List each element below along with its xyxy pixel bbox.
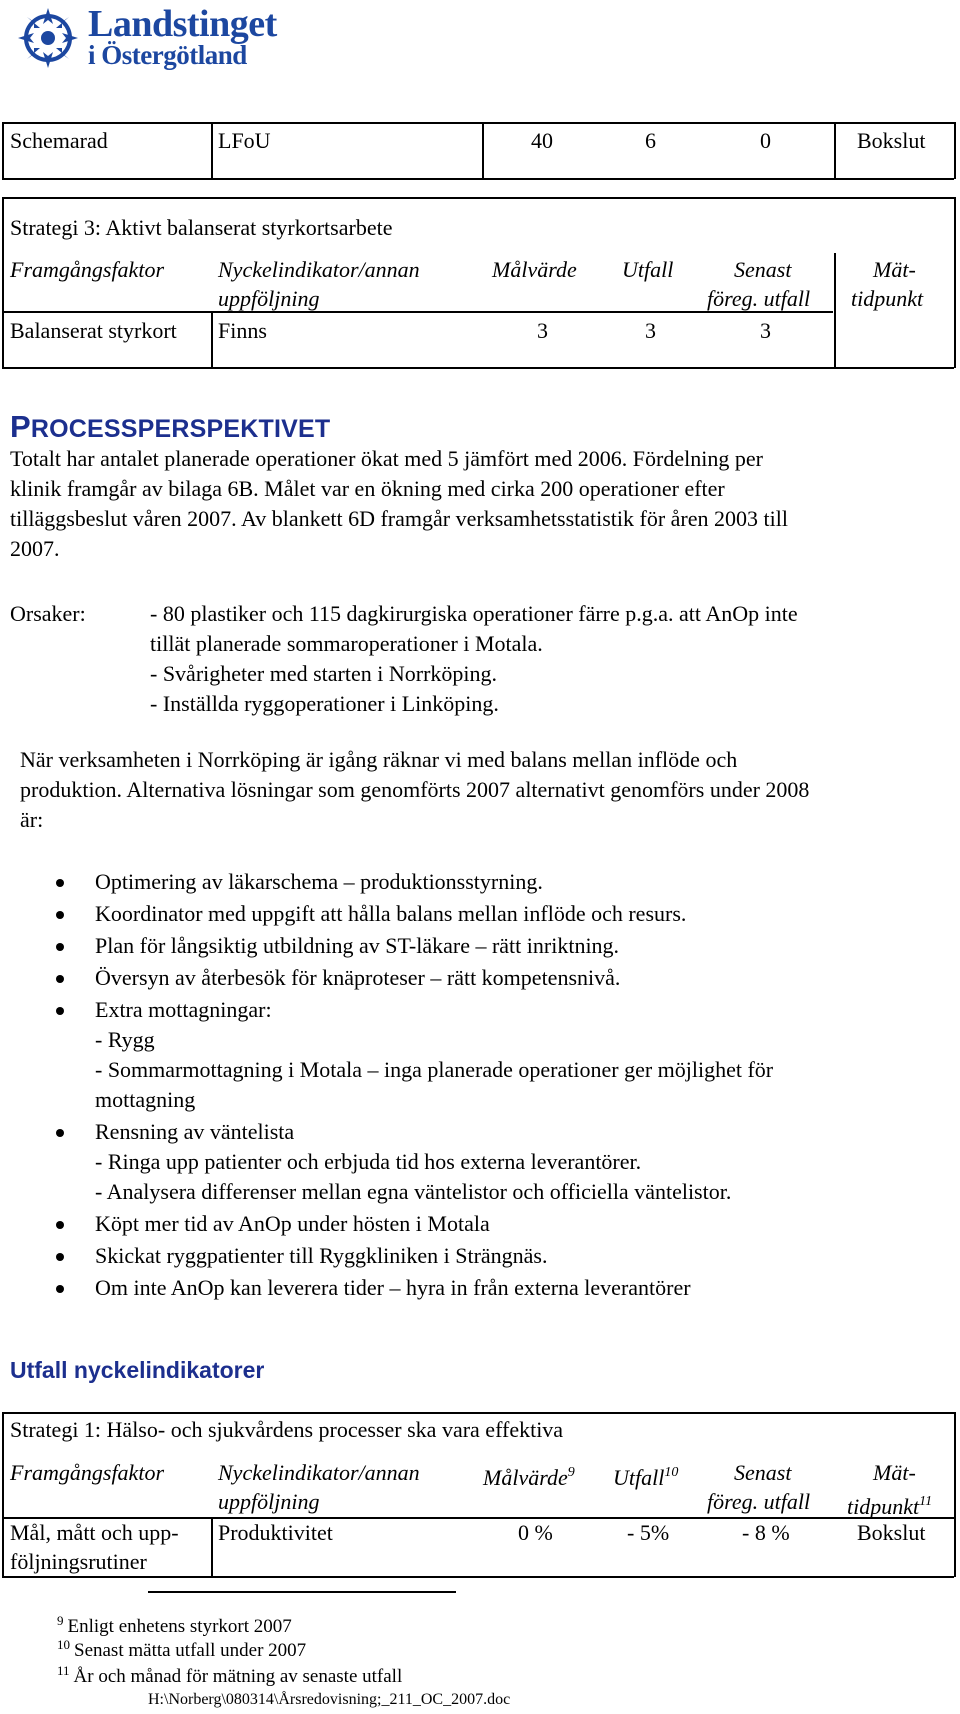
footnote: [57, 1659, 402, 1689]
strategy-title: Strategi 3: Aktivt balanserat styrkortsarbete: [10, 215, 393, 240]
list-item: [0, 1209, 940, 1239]
header-cell: Målvärde: [492, 257, 577, 282]
list-item-line: - Sommarmottagning i Motala – inga planerade operationer ger möjlighet för: [95, 1057, 774, 1082]
table-cell: Schemarad: [10, 128, 108, 153]
bullet-icon: [56, 1285, 64, 1293]
header-cell: Nyckelindikator/annan: [218, 257, 420, 282]
header-text: Målvärde: [483, 1465, 568, 1490]
list-item: [0, 931, 940, 961]
paragraph-line: 2007.: [10, 536, 60, 561]
table-cell: Mål, mått och upp-: [10, 1520, 179, 1545]
paragraph-line: tilläggsbeslut våren 2007. Av blankett 6D framgår verksamhetsstatistik för åren 2003 till: [10, 506, 788, 531]
list-item: [0, 1117, 940, 1207]
list-item-line: - Analysera differenser mellan egna väntelistor och officiella väntelistor.: [95, 1179, 732, 1204]
table-cell: LFoU: [218, 128, 271, 153]
header-cell: Mät-: [873, 1460, 916, 1485]
footnote-number: 11: [57, 1663, 70, 1678]
strategy-title: Strategi 1: Hälso- och sjukvårdens processer ska vara effektiva: [10, 1417, 564, 1442]
logo-text-line2: i Östergötland: [88, 40, 247, 70]
orsaker-list: [150, 599, 940, 719]
bullet-icon: [56, 1129, 64, 1137]
bullet-icon: [56, 911, 64, 919]
paragraph-line: är:: [20, 807, 44, 832]
process-paragraph-2: [20, 745, 940, 835]
header-cell: uppföljning: [218, 1489, 320, 1514]
orsaker-line: - 80 plastiker och 115 dagkirurgiska operationer färre p.g.a. att AnOp inte: [150, 601, 798, 626]
document-path: H:\Norberg\080314\Årsredovisning;_211_OC_2007.doc: [148, 1691, 511, 1708]
paragraph-line: produktion. Alternativa lösningar som genomförts 2007 alternativt genomförs under 2008: [20, 777, 810, 802]
list-item: [0, 1241, 940, 1271]
list-item-line: Extra mottagningar:: [95, 997, 272, 1022]
table-cell: Bokslut: [857, 1520, 926, 1545]
header-cell: tidpunkt: [851, 286, 924, 311]
paragraph-line: När verksamheten i Norrköping är igång räknar vi med balans mellan inflöde och: [20, 747, 738, 772]
table-cell: 3: [760, 318, 771, 343]
list-item-line: Plan för långsiktig utbildning av ST-läkare – rätt inriktning.: [95, 933, 620, 958]
section-heading-utfall: Utfall nyckelindikatorer: [10, 1357, 265, 1383]
bullet-icon: [56, 943, 64, 951]
footnote-text: Senast mätta utfall under 2007: [74, 1640, 307, 1661]
footnote-text: Enligt enhetens styrkort 2007: [67, 1616, 292, 1637]
section-heading-process: [10, 409, 330, 445]
list-item: [0, 995, 940, 1115]
footnote-text: År och månad för mätning av senaste utfall: [73, 1666, 403, 1687]
list-item-line: Köpt mer tid av AnOp under hösten i Motala: [95, 1211, 490, 1236]
header-text: tidpunkt: [847, 1494, 920, 1519]
paragraph-line: Totalt har antalet planerade operationer ökat med 5 jämfört med 2006. Fördelning per: [10, 446, 763, 471]
logo-emblem-icon: [10, 2, 86, 72]
orsaker-line: - Svårigheter med starten i Norrköping.: [150, 661, 498, 686]
bullet-icon: [56, 879, 64, 887]
orsaker-line: tillät planerade sommaroperationer i Motala.: [150, 631, 543, 656]
list-item-line: mottagning: [95, 1087, 196, 1112]
list-item-line: - Rygg: [95, 1027, 155, 1052]
list-item-line: - Ringa upp patienter och erbjuda tid hos externa leverantörer.: [95, 1149, 642, 1174]
list-item: [0, 867, 940, 897]
footnote-ref: 11: [919, 1494, 933, 1509]
footnote-ref: 9: [567, 1465, 575, 1480]
table-cell: följningsrutiner: [10, 1549, 147, 1574]
table-cell: 40: [531, 128, 553, 153]
process-paragraph: [10, 444, 940, 564]
table-cell: 3: [645, 318, 656, 343]
footnote-separator: [148, 1591, 456, 1593]
list-item: [0, 963, 940, 993]
table-cell: 6: [645, 128, 656, 153]
bullet-icon: [56, 1007, 64, 1015]
logo-text-line1: Landstinget: [88, 3, 277, 45]
bullet-icon: [56, 1253, 64, 1261]
list-item-line: Koordinator med uppgift att hålla balans mellan inflöde och resurs.: [95, 901, 687, 926]
table-cell: 0: [760, 128, 771, 153]
header-cell: föreg. utfall: [707, 286, 811, 311]
table-cell: Produktivitet: [218, 1520, 333, 1545]
list-item-line: Om inte AnOp kan leverera tider – hyra in från externa leverantörer: [95, 1275, 691, 1300]
table-cell: 3: [537, 318, 548, 343]
header-cell: [483, 1458, 575, 1492]
header-cell: föreg. utfall: [707, 1489, 811, 1514]
bullet-icon: [56, 975, 64, 983]
paragraph-line: klinik framgår av bilaga 6B. Målet var en ökning med cirka 200 operationer efter: [10, 476, 725, 501]
list-item-line: Optimering av läkarschema – produktionsstyrning.: [95, 869, 543, 894]
header-cell: Senast: [734, 1460, 792, 1485]
table-cell: 0 %: [518, 1520, 553, 1545]
heading-cap: P: [10, 409, 31, 444]
header-cell: Nyckelindikator/annan: [218, 1460, 420, 1485]
list-item-line: Översyn av återbesök för knäproteser – rätt kompetensnivå.: [95, 965, 621, 990]
header-cell: Mät-: [873, 257, 916, 282]
header-cell: uppföljning: [218, 286, 320, 311]
list-item-line: Skickat ryggpatienter till Ryggkliniken i Strängnäs.: [95, 1243, 548, 1268]
table-cell: Bokslut: [857, 128, 926, 153]
header-cell: [613, 1458, 678, 1492]
footnote-number: 9: [57, 1613, 64, 1628]
bullet-icon: [56, 1221, 64, 1229]
list-item: [0, 1273, 940, 1303]
list-item: [0, 899, 940, 929]
table-cell: - 5%: [627, 1520, 670, 1545]
header-cell: Utfall: [622, 257, 674, 282]
footnote-number: 10: [57, 1637, 70, 1652]
table-cell: Finns: [218, 318, 267, 343]
bullet-list: [0, 867, 940, 1305]
table-cell: - 8 %: [742, 1520, 790, 1545]
table-cell: Balanserat styrkort: [10, 318, 177, 343]
header-text: Utfall: [613, 1465, 665, 1490]
header-cell: [847, 1487, 932, 1521]
header-cell: Senast: [734, 257, 792, 282]
heading-rest: ROCESSPERSPEKTIVET: [30, 415, 331, 443]
footnote-ref: 10: [664, 1465, 679, 1480]
header-cell: Framgångsfaktor: [10, 1460, 164, 1485]
list-item-line: Rensning av väntelista: [95, 1119, 295, 1144]
header-cell: Framgångsfaktor: [10, 257, 164, 282]
orsaker-line: - Inställda ryggoperationer i Linköping.: [150, 691, 499, 716]
orsaker-label: Orsaker:: [10, 601, 86, 626]
